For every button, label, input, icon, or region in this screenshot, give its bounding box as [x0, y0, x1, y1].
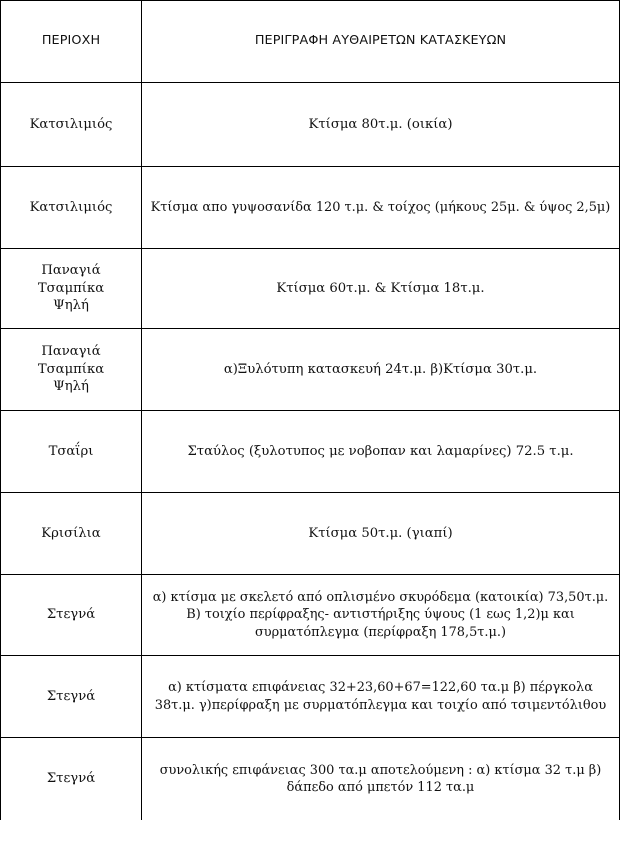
- area-text: Κατσιλιμιός: [29, 116, 113, 132]
- description-text: συρματόπλεγμα (περίφραξη 178,5τ.μ.): [254, 624, 507, 640]
- description-cell: [142, 738, 620, 820]
- description-cell: [142, 575, 620, 655]
- description-text: α)Ξυλότυπη κατασκευή 24τ.μ. β)Κτίσμα 30τ.μ.: [223, 361, 538, 377]
- table-header-row: [1, 1, 620, 83]
- description-cell: [142, 249, 620, 328]
- area-cell: [1, 329, 142, 410]
- area-cell: [1, 249, 142, 328]
- description-text: Σταύλος (ξυλοτυπος με νοβοπαν και λαμαρίνες) 72.5 τ.μ.: [187, 443, 574, 459]
- description-text: δάπεδο από μπετόν 112 τα.μ: [286, 780, 475, 795]
- table-row: [1, 411, 620, 493]
- area-text: Στεγνά: [46, 771, 96, 787]
- description-cell: [142, 411, 620, 492]
- table-row: [1, 656, 620, 738]
- area-text: Τσαμπίκα: [37, 361, 105, 377]
- header-area: ΠΕΡΙΟΧΗ: [1, 1, 142, 82]
- table-row: [1, 738, 620, 820]
- area-cell: [1, 167, 142, 248]
- description-text: Κτίσμα 50τ.μ. (γιαπί): [308, 525, 453, 541]
- area-text: Κατσιλιμιός: [29, 199, 113, 215]
- area-text: Ψηλή: [53, 379, 89, 395]
- area-cell: [1, 738, 142, 820]
- area-text: Στεγνά: [46, 688, 96, 704]
- area-text: Παναγιά: [41, 263, 101, 279]
- description-cell: [142, 167, 620, 248]
- table-row: [1, 167, 620, 249]
- area-text: Παναγιά: [41, 344, 101, 360]
- table-row: [1, 249, 620, 329]
- area-text: Τσαμπίκα: [37, 280, 105, 296]
- table-row: [1, 493, 620, 575]
- description-text: α) κτίσμα με σκελετό από οπλισμένο σκυρόδεμα (κατοικία) 73,50τ.μ.: [152, 590, 609, 606]
- description-cell: [142, 493, 620, 574]
- description-text: Κτίσμα απο γυψοσανίδα 120 τ.μ. & τοίχος (μήκους 25μ. & ύψος 2,5μ): [150, 199, 611, 215]
- description-cell: [142, 329, 620, 410]
- area-text: Τσαΐρι: [48, 443, 94, 459]
- header-description: ΠΕΡΙΓΡΑΦΗ ΑΥΘΑΙΡΕΤΩΝ ΚΑΤΑΣΚΕΥΩΝ: [142, 1, 620, 82]
- description-text: συνολικής επιφάνειας 300 τα.μ αποτελούμενη : α) κτίσμα 32 τ.μ β): [159, 762, 602, 778]
- area-text: Ψηλή: [53, 298, 89, 314]
- description-text: Κτίσμα 80τ.μ. (οικία): [308, 116, 453, 132]
- area-cell: [1, 83, 142, 166]
- area-cell: [1, 411, 142, 492]
- area-cell: [1, 493, 142, 574]
- description-text: α) κτίσματα επιφάνειας 32+23,60+67=122,60 τα.μ β) πέργκολα: [168, 680, 593, 696]
- description-text: 38τ.μ. γ)περίφραξη με συρματόπλεγμα και τοιχίο από τσιμεντόλιθου: [154, 697, 607, 713]
- description-text: Κτίσμα 60τ.μ. & Κτίσμα 18τ.μ.: [276, 280, 485, 296]
- area-cell: [1, 656, 142, 737]
- area-text: Στεγνά: [46, 607, 96, 623]
- description-cell: [142, 83, 620, 166]
- table-row: [1, 329, 620, 411]
- area-text: Κρισίλια: [41, 525, 101, 541]
- description-text: Β) τοιχίο περίφραξης- αντιστήριξης ύψους (1 εως 1,2)μ και: [186, 607, 575, 623]
- table-row: [1, 83, 620, 167]
- area-cell: [1, 575, 142, 655]
- description-cell: [142, 656, 620, 737]
- table-row: [1, 575, 620, 656]
